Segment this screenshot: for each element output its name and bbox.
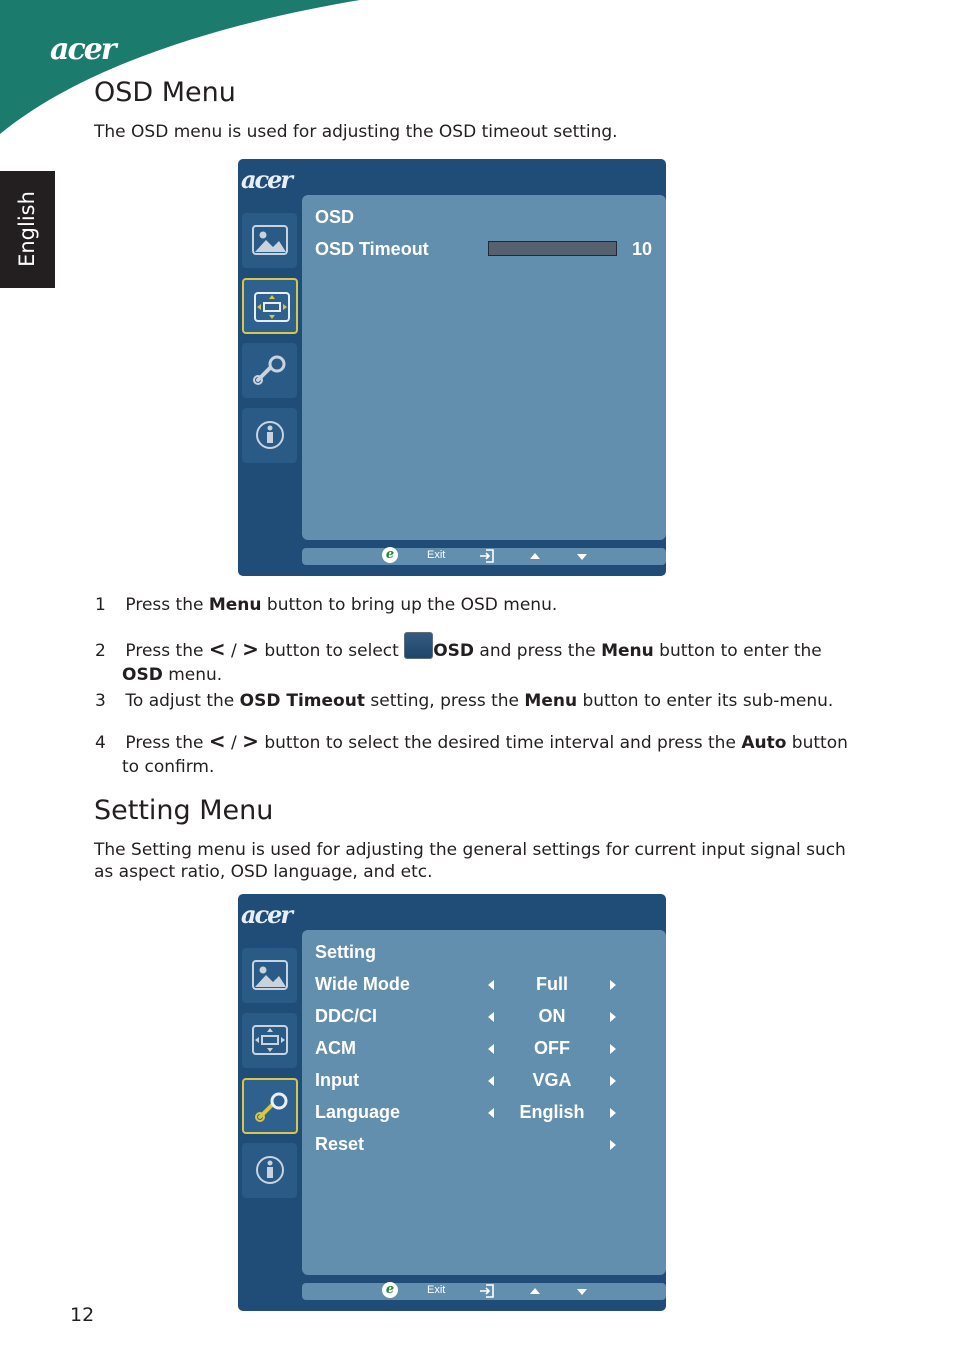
- osd-menu-button[interactable]: [242, 1013, 297, 1068]
- step-number: 3: [95, 691, 106, 711]
- acer-logo: acer: [50, 32, 115, 67]
- step-text: To adjust the: [125, 691, 240, 711]
- setting-screen: [238, 894, 666, 1311]
- step-number: 4: [95, 733, 106, 753]
- input-label[interactable]: Input: [315, 1070, 359, 1090]
- step-continuation: [95, 663, 855, 687]
- right-arrow-icon[interactable]: [610, 1108, 616, 1118]
- right-arrow-icon[interactable]: [610, 1044, 616, 1054]
- step-keyword: OSD: [122, 665, 163, 685]
- language-value: English: [519, 1102, 585, 1122]
- left-key-glyph: <: [208, 729, 226, 753]
- setting-menu-description: The Setting menu is used for adjusting the general settings for current input signal such as aspect ratio, OSD language, and etc.: [94, 840, 846, 882]
- enter-icon[interactable]: [480, 1284, 494, 1298]
- picture-menu-button[interactable]: [242, 948, 297, 1003]
- right-arrow-icon[interactable]: [610, 1076, 616, 1086]
- osd-screen-logo: acer: [241, 165, 292, 194]
- step-text: button to bring up the OSD menu.: [261, 595, 558, 615]
- ddc-ci-value: ON: [538, 1006, 566, 1026]
- left-arrow-icon[interactable]: [488, 1012, 494, 1022]
- right-key-glyph: >: [242, 637, 259, 661]
- step-text: button: [786, 733, 848, 753]
- step-text: button to select the desired time interval and press the: [258, 733, 742, 753]
- setting-content-panel: [302, 930, 666, 1275]
- step-keyword: Menu: [208, 595, 262, 615]
- osd-timeout-value: 10: [632, 239, 653, 259]
- step-text: Press the: [125, 595, 209, 615]
- osd-timeout-label[interactable]: OSD Timeout: [315, 239, 429, 259]
- setting-footer-bar: [302, 1283, 666, 1300]
- right-arrow-icon[interactable]: [610, 980, 616, 990]
- step-text: Press the: [125, 733, 209, 753]
- info-icon: [252, 419, 288, 451]
- right-key-glyph: >: [242, 729, 259, 753]
- panel-title: Setting: [315, 942, 376, 962]
- up-arrow-icon[interactable]: [530, 553, 540, 559]
- osd-footer-bar: [302, 548, 666, 565]
- settings-wrench-icon: [254, 1091, 290, 1123]
- step-keyword: OSD: [433, 641, 475, 661]
- osd-menu-button[interactable]: [242, 278, 298, 334]
- step-text: and press the: [474, 641, 602, 661]
- step-keyword: OSD Timeout: [239, 691, 365, 711]
- step-keyword: Menu: [601, 641, 654, 661]
- up-arrow-icon[interactable]: [530, 1288, 540, 1294]
- header-swoosh: [0, 0, 380, 140]
- step-text: Press the: [125, 641, 209, 661]
- setting-screen-logo: acer: [241, 900, 292, 929]
- step-text: button to enter the: [653, 641, 822, 661]
- osd-menu-description: The OSD menu is used for adjusting the OSD timeout setting.: [94, 122, 618, 142]
- step-number: 2: [95, 641, 106, 661]
- input-value: VGA: [532, 1070, 572, 1090]
- acm-value: OFF: [534, 1038, 570, 1058]
- information-menu-button[interactable]: [242, 1143, 297, 1198]
- exit-label: Exit: [427, 549, 446, 561]
- step-4: [95, 729, 855, 779]
- right-arrow-icon[interactable]: [610, 1140, 616, 1150]
- language-tab: [0, 171, 55, 288]
- osd-menu-title: OSD Menu: [94, 77, 236, 108]
- reset-label[interactable]: Reset: [315, 1134, 365, 1154]
- page-number: 12: [70, 1304, 95, 1326]
- acm-label[interactable]: ACM: [315, 1038, 356, 1058]
- step-keyword: Auto: [741, 733, 787, 753]
- enter-icon[interactable]: [480, 549, 494, 563]
- picture-menu-button[interactable]: [242, 213, 297, 268]
- ddc-ci-label[interactable]: DDC/CI: [315, 1006, 377, 1026]
- language-tab-label: English: [15, 191, 39, 267]
- panel-title: OSD: [315, 207, 355, 227]
- down-arrow-icon[interactable]: [577, 554, 587, 560]
- picture-icon: [252, 224, 288, 256]
- step-text: button to select: [258, 641, 405, 661]
- step-keyword: Menu: [524, 691, 578, 711]
- setting-menu-title: Setting Menu: [94, 795, 274, 826]
- settings-wrench-icon: [252, 354, 288, 386]
- info-icon: [252, 1154, 288, 1186]
- step-text: menu.: [162, 665, 223, 685]
- left-key-glyph: <: [208, 637, 226, 661]
- step-continuation: to confirm.: [122, 757, 215, 777]
- step-number: 1: [95, 595, 106, 615]
- step-2: [95, 632, 855, 687]
- right-arrow-icon[interactable]: [610, 1012, 616, 1022]
- left-arrow-icon[interactable]: [488, 1076, 494, 1086]
- osd-screen: [238, 159, 666, 576]
- left-arrow-icon[interactable]: [488, 980, 494, 990]
- step-text: /: [225, 733, 243, 753]
- down-arrow-icon[interactable]: [577, 1289, 587, 1295]
- information-menu-button[interactable]: [242, 408, 297, 463]
- step-text: button to enter its sub-menu.: [577, 691, 834, 711]
- step-3: [95, 689, 855, 713]
- step-1: [95, 593, 855, 617]
- osd-position-icon: [252, 1024, 288, 1056]
- step-text: setting, press the: [364, 691, 525, 711]
- osd-position-icon: [254, 291, 290, 323]
- language-label[interactable]: Language: [315, 1102, 401, 1122]
- osd-position-icon: [404, 632, 433, 659]
- wide-mode-value: Full: [536, 974, 568, 994]
- setting-menu-button[interactable]: [242, 343, 297, 398]
- step-text: /: [225, 641, 243, 661]
- e-key-icon[interactable]: e: [382, 547, 398, 563]
- wide-mode-label[interactable]: Wide Mode: [315, 974, 410, 994]
- osd-timeout-slider[interactable]: [488, 241, 617, 256]
- osd-content-panel: [302, 195, 666, 540]
- e-key-icon[interactable]: e: [382, 1282, 398, 1298]
- setting-menu-button[interactable]: [242, 1078, 298, 1134]
- left-arrow-icon[interactable]: [488, 1108, 494, 1118]
- picture-icon: [252, 959, 288, 991]
- left-arrow-icon[interactable]: [488, 1044, 494, 1054]
- exit-label: Exit: [427, 1284, 446, 1296]
